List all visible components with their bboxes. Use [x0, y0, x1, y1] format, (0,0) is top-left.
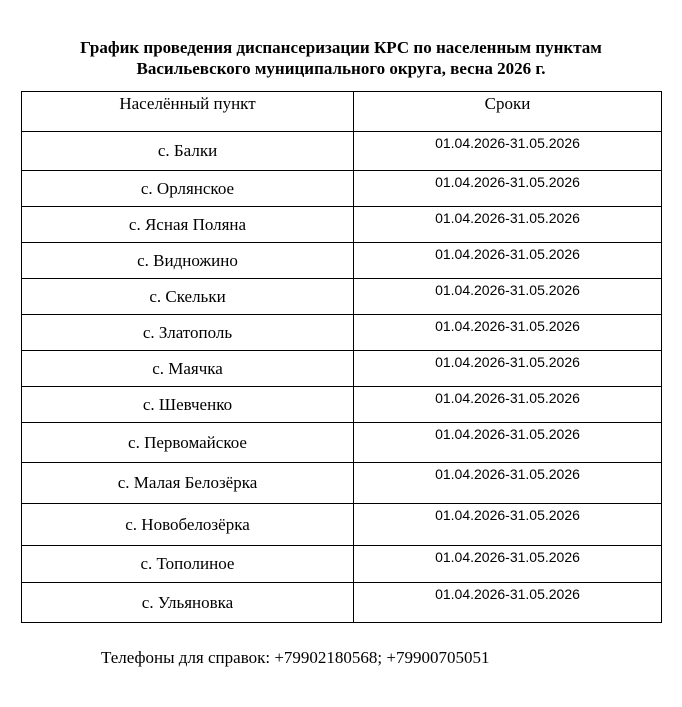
- table-row: [22, 243, 662, 279]
- phone-info: Телефоны для справок: +79902180568; +79900705051: [101, 648, 490, 667]
- period-cell: 01.04.2026-31.05.2026: [354, 351, 662, 387]
- settlement-cell: с. Тополиное: [22, 546, 354, 583]
- header-period: Сроки: [354, 92, 662, 132]
- schedule-table: [21, 91, 662, 623]
- settlement-cell: с. Ясная Поляна: [22, 207, 354, 243]
- table-row: [22, 351, 662, 387]
- settlement-cell: с. Видножино: [22, 243, 354, 279]
- period-cell: 01.04.2026-31.05.2026: [354, 207, 662, 243]
- title-line-2: Васильевского муниципального округа, весна 2026 г.: [136, 59, 546, 78]
- settlement-cell: с. Орлянское: [22, 171, 354, 207]
- settlement-cell: с. Скельки: [22, 279, 354, 315]
- period-cell: 01.04.2026-31.05.2026: [354, 171, 662, 207]
- period-cell: 01.04.2026-31.05.2026: [354, 423, 662, 463]
- period-cell: 01.04.2026-31.05.2026: [354, 583, 662, 623]
- table-row: [22, 423, 662, 463]
- settlement-cell: с. Первомайское: [22, 423, 354, 463]
- period-cell: 01.04.2026-31.05.2026: [354, 546, 662, 583]
- settlement-cell: с. Ульяновка: [22, 583, 354, 623]
- title-line-1: График проведения диспансеризации КРС по населенным пунктам: [80, 38, 602, 57]
- table-row: [22, 583, 662, 623]
- table-row: [22, 132, 662, 171]
- period-cell: 01.04.2026-31.05.2026: [354, 243, 662, 279]
- settlement-cell: с. Малая Белозёрка: [22, 463, 354, 504]
- period-cell: 01.04.2026-31.05.2026: [354, 504, 662, 546]
- table-row: [22, 279, 662, 315]
- period-cell: 01.04.2026-31.05.2026: [354, 279, 662, 315]
- table-row: [22, 171, 662, 207]
- table-row: [22, 207, 662, 243]
- table-row: [22, 315, 662, 351]
- settlement-cell: с. Шевченко: [22, 387, 354, 423]
- table-row: [22, 463, 662, 504]
- settlement-cell: с. Маячка: [22, 351, 354, 387]
- settlement-cell: с. Балки: [22, 132, 354, 171]
- header-place: Населённый пункт: [22, 92, 354, 132]
- table-row: [22, 387, 662, 423]
- document-title: [0, 37, 682, 79]
- period-cell: 01.04.2026-31.05.2026: [354, 132, 662, 171]
- period-cell: 01.04.2026-31.05.2026: [354, 387, 662, 423]
- table-row: [22, 504, 662, 546]
- period-cell: 01.04.2026-31.05.2026: [354, 463, 662, 504]
- settlement-cell: с. Новобелозёрка: [22, 504, 354, 546]
- settlement-cell: с. Златополь: [22, 315, 354, 351]
- table-header-row: [22, 92, 662, 132]
- table-row: [22, 546, 662, 583]
- period-cell: 01.04.2026-31.05.2026: [354, 315, 662, 351]
